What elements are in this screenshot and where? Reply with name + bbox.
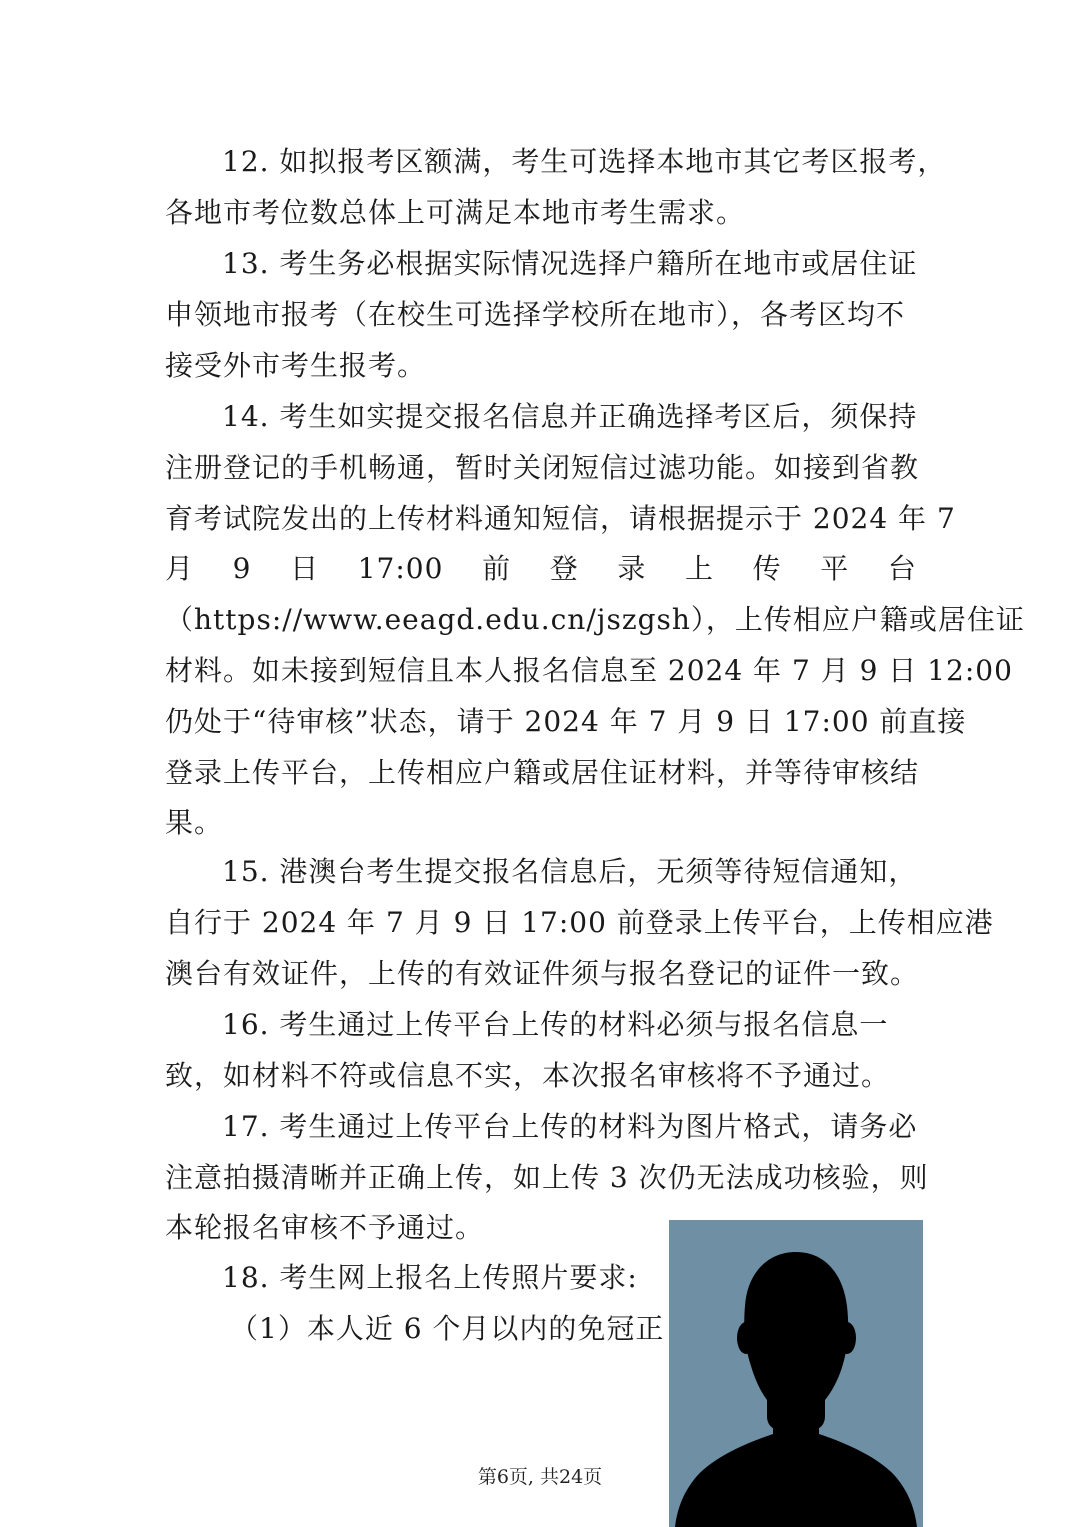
page-footer: 第6页, 共24页 bbox=[477, 1466, 603, 1488]
item-16-line-1: 16. 考生通过上传平台上传的材料必须与报名信息一 bbox=[222, 1008, 889, 1041]
item-12-line-2: 各地市考位数总体上可满足本地市考生需求。 bbox=[165, 196, 746, 229]
item-14-line-1: 14. 考生如实提交报名信息并正确选择考区后，须保持 bbox=[222, 400, 918, 433]
item-17-line-1: 17. 考生通过上传平台上传的材料为图片格式，请务必 bbox=[222, 1110, 918, 1143]
item-15-line-2: 自行于 2024 年 7 月 9 日 17:00 前登录上传平台，上传相应港 bbox=[165, 906, 994, 939]
item-14-line-4-word: 17:00 bbox=[357, 552, 444, 585]
item-18-line-1: 18. 考生网上报名上传照片要求: bbox=[222, 1261, 638, 1294]
item-14-line-6: 材料。如未接到短信且本人报名信息至 2024 年 7 月 9 日 12:00 bbox=[165, 654, 1013, 687]
item-17-line-3: 本轮报名审核不予通过。 bbox=[165, 1211, 485, 1244]
item-14-line-4-word: 上 bbox=[684, 552, 714, 585]
item-14-line-4-word: 前 bbox=[482, 552, 512, 585]
item-14-line-4-word: 登 bbox=[549, 552, 579, 585]
item-14-line-4-word: 9 bbox=[232, 552, 252, 585]
item-13-line-2: 申领地市报考（在校生可选择学校所在地市），各考区均不 bbox=[165, 298, 906, 331]
item-13-line-3: 接受外市考生报考。 bbox=[165, 349, 427, 382]
item-14-line-3: 育考试院发出的上传材料通知短信，请根据提示于 2024 年 7 bbox=[165, 502, 956, 535]
item-14-line-4-word: 月 bbox=[165, 552, 195, 585]
item-17-line-2: 注意拍摄清晰并正确上传，如上传 3 次仍无法成功核验，则 bbox=[165, 1161, 929, 1194]
item-14-line-4 bbox=[165, 543, 917, 595]
item-14-line-4-word: 日 bbox=[290, 552, 320, 585]
item-14-line-4-word: 传 bbox=[752, 552, 782, 585]
item-14-line-5-url: （https://www.eeagd.edu.cn/jszgsh），上传相应户籍或居住证 bbox=[165, 603, 1025, 636]
item-16-line-2: 致，如材料不符或信息不实，本次报名审核将不予通过。 bbox=[165, 1059, 891, 1092]
item-14-line-8: 登录上传平台，上传相应户籍或居住证材料，并等待审核结 bbox=[165, 756, 920, 789]
item-12-line-1: 12. 如拟报考区额满，考生可选择本地市其它考区报考， bbox=[222, 145, 947, 178]
item-14-line-4-word: 录 bbox=[617, 552, 647, 585]
item-13-line-1: 13. 考生务必根据实际情况选择户籍所在地市或居住证 bbox=[222, 247, 918, 280]
item-14-line-4-word: 台 bbox=[887, 552, 917, 585]
item-15-line-3: 澳台有效证件，上传的有效证件须与报名登记的证件一致。 bbox=[165, 957, 920, 990]
item-14-line-4-word: 平 bbox=[820, 552, 850, 585]
item-18-line-2: （1）本人近 6 个月以内的免冠正 bbox=[230, 1312, 665, 1345]
item-14-line-9: 果。 bbox=[165, 806, 224, 839]
item-15-line-1: 15. 港澳台考生提交报名信息后，无须等待短信通知， bbox=[222, 855, 918, 888]
item-14-line-7: 仍处于“待审核”状态，请于 2024 年 7 月 9 日 17:00 前直接 bbox=[165, 705, 967, 738]
item-14-line-2: 注册登记的手机畅通，暂时关闭短信过滤功能。如接到省教 bbox=[165, 451, 920, 484]
